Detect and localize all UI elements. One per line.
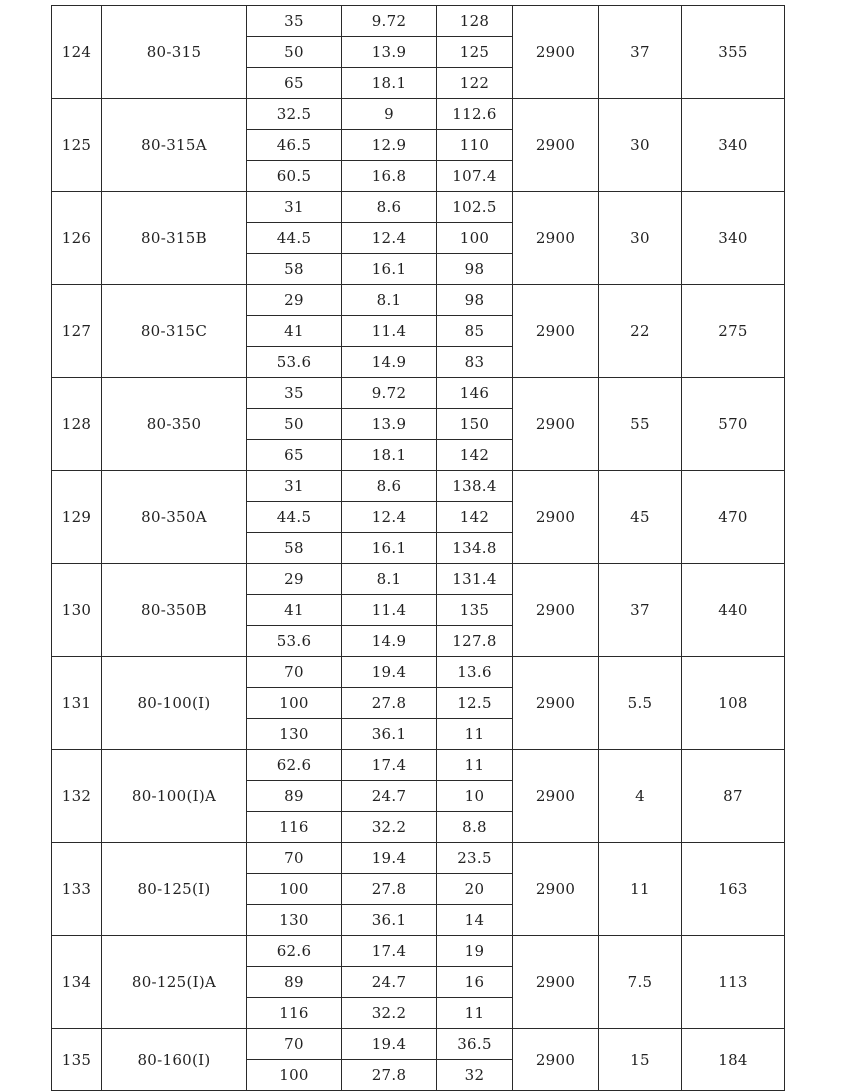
power-cell: 5.5 — [599, 657, 682, 750]
power-cell: 37 — [599, 6, 682, 99]
flow-ls-cell: 9 — [342, 99, 437, 130]
flow-m3h-cell: 116 — [247, 998, 342, 1029]
flow-ls-cell: 9.72 — [342, 6, 437, 37]
table-row — [52, 378, 785, 409]
table-row — [52, 657, 785, 688]
flow-m3h-cell: 35 — [247, 6, 342, 37]
head-cell: 83 — [437, 347, 513, 378]
flow-ls-cell: 8.6 — [342, 192, 437, 223]
flow-ls-cell: 12.4 — [342, 223, 437, 254]
head-cell: 150 — [437, 409, 513, 440]
serial-number-cell: 127 — [52, 285, 102, 378]
head-cell: 100 — [437, 223, 513, 254]
table-row — [52, 564, 785, 595]
flow-m3h-cell: 100 — [247, 688, 342, 719]
model-cell: 80-315 — [102, 6, 247, 99]
head-cell: 142 — [437, 502, 513, 533]
head-cell: 98 — [437, 285, 513, 316]
flow-ls-cell: 17.4 — [342, 750, 437, 781]
head-cell: 134.8 — [437, 533, 513, 564]
pump-spec-table — [51, 5, 785, 1091]
flow-m3h-cell: 70 — [247, 657, 342, 688]
flow-ls-cell: 13.9 — [342, 37, 437, 68]
weight-cell: 163 — [682, 843, 785, 936]
head-cell: 142 — [437, 440, 513, 471]
power-cell: 45 — [599, 471, 682, 564]
head-cell: 135 — [437, 595, 513, 626]
head-cell: 10 — [437, 781, 513, 812]
speed-cell: 2900 — [513, 378, 599, 471]
flow-ls-cell: 11.4 — [342, 595, 437, 626]
flow-m3h-cell: 130 — [247, 719, 342, 750]
weight-cell: 440 — [682, 564, 785, 657]
flow-ls-cell: 24.7 — [342, 781, 437, 812]
flow-ls-cell: 32.2 — [342, 812, 437, 843]
flow-m3h-cell: 31 — [247, 192, 342, 223]
flow-m3h-cell: 35 — [247, 378, 342, 409]
power-cell: 11 — [599, 843, 682, 936]
weight-cell: 184 — [682, 1029, 785, 1091]
model-cell: 80-125(I) — [102, 843, 247, 936]
power-cell: 15 — [599, 1029, 682, 1091]
weight-cell: 113 — [682, 936, 785, 1029]
flow-ls-cell: 24.7 — [342, 967, 437, 998]
flow-ls-cell: 18.1 — [342, 440, 437, 471]
head-cell: 146 — [437, 378, 513, 409]
model-cell: 80-125(I)A — [102, 936, 247, 1029]
table-row — [52, 6, 785, 37]
flow-ls-cell: 19.4 — [342, 1029, 437, 1060]
flow-ls-cell: 12.9 — [342, 130, 437, 161]
head-cell: 131.4 — [437, 564, 513, 595]
flow-ls-cell: 8.1 — [342, 564, 437, 595]
flow-ls-cell: 19.4 — [342, 843, 437, 874]
flow-m3h-cell: 53.6 — [247, 626, 342, 657]
table-row — [52, 99, 785, 130]
serial-number-cell: 135 — [52, 1029, 102, 1091]
flow-ls-cell: 17.4 — [342, 936, 437, 967]
speed-cell: 2900 — [513, 564, 599, 657]
table-row — [52, 1029, 785, 1060]
flow-ls-cell: 13.9 — [342, 409, 437, 440]
model-cell: 80-100(I) — [102, 657, 247, 750]
serial-number-cell: 130 — [52, 564, 102, 657]
flow-m3h-cell: 130 — [247, 905, 342, 936]
speed-cell: 2900 — [513, 471, 599, 564]
model-cell: 80-100(I)A — [102, 750, 247, 843]
flow-m3h-cell: 89 — [247, 781, 342, 812]
power-cell: 7.5 — [599, 936, 682, 1029]
flow-m3h-cell: 89 — [247, 967, 342, 998]
head-cell: 36.5 — [437, 1029, 513, 1060]
flow-ls-cell: 18.1 — [342, 68, 437, 99]
flow-ls-cell: 8.6 — [342, 471, 437, 502]
weight-cell: 570 — [682, 378, 785, 471]
flow-ls-cell: 27.8 — [342, 1060, 437, 1091]
weight-cell: 470 — [682, 471, 785, 564]
head-cell: 110 — [437, 130, 513, 161]
flow-m3h-cell: 41 — [247, 316, 342, 347]
head-cell: 98 — [437, 254, 513, 285]
power-cell: 55 — [599, 378, 682, 471]
model-cell: 80-315C — [102, 285, 247, 378]
flow-m3h-cell: 29 — [247, 564, 342, 595]
flow-m3h-cell: 58 — [247, 254, 342, 285]
table-row — [52, 192, 785, 223]
flow-ls-cell: 11.4 — [342, 316, 437, 347]
table-row — [52, 936, 785, 967]
speed-cell: 2900 — [513, 1029, 599, 1091]
flow-ls-cell: 14.9 — [342, 626, 437, 657]
flow-m3h-cell: 65 — [247, 68, 342, 99]
head-cell: 102.5 — [437, 192, 513, 223]
weight-cell: 340 — [682, 99, 785, 192]
speed-cell: 2900 — [513, 285, 599, 378]
head-cell: 85 — [437, 316, 513, 347]
speed-cell: 2900 — [513, 750, 599, 843]
flow-ls-cell: 12.4 — [342, 502, 437, 533]
flow-m3h-cell: 70 — [247, 1029, 342, 1060]
flow-m3h-cell: 50 — [247, 409, 342, 440]
power-cell: 22 — [599, 285, 682, 378]
flow-ls-cell: 36.1 — [342, 905, 437, 936]
model-cell: 80-315A — [102, 99, 247, 192]
serial-number-cell: 124 — [52, 6, 102, 99]
serial-number-cell: 133 — [52, 843, 102, 936]
serial-number-cell: 125 — [52, 99, 102, 192]
model-cell: 80-350 — [102, 378, 247, 471]
head-cell: 122 — [437, 68, 513, 99]
flow-m3h-cell: 70 — [247, 843, 342, 874]
speed-cell: 2900 — [513, 6, 599, 99]
flow-m3h-cell: 41 — [247, 595, 342, 626]
power-cell: 4 — [599, 750, 682, 843]
power-cell: 30 — [599, 99, 682, 192]
head-cell: 125 — [437, 37, 513, 68]
speed-cell: 2900 — [513, 936, 599, 1029]
power-cell: 37 — [599, 564, 682, 657]
head-cell: 14 — [437, 905, 513, 936]
flow-m3h-cell: 44.5 — [247, 502, 342, 533]
flow-m3h-cell: 100 — [247, 874, 342, 905]
weight-cell: 275 — [682, 285, 785, 378]
flow-ls-cell: 27.8 — [342, 874, 437, 905]
flow-m3h-cell: 53.6 — [247, 347, 342, 378]
head-cell: 32 — [437, 1060, 513, 1091]
flow-m3h-cell: 44.5 — [247, 223, 342, 254]
table-row — [52, 285, 785, 316]
table-row — [52, 843, 785, 874]
flow-m3h-cell: 32.5 — [247, 99, 342, 130]
flow-m3h-cell: 31 — [247, 471, 342, 502]
flow-m3h-cell: 62.6 — [247, 936, 342, 967]
table-row — [52, 750, 785, 781]
flow-m3h-cell: 100 — [247, 1060, 342, 1091]
speed-cell: 2900 — [513, 99, 599, 192]
table-body — [52, 6, 785, 1091]
head-cell: 8.8 — [437, 812, 513, 843]
head-cell: 20 — [437, 874, 513, 905]
head-cell: 127.8 — [437, 626, 513, 657]
flow-ls-cell: 9.72 — [342, 378, 437, 409]
serial-number-cell: 131 — [52, 657, 102, 750]
flow-ls-cell: 16.1 — [342, 254, 437, 285]
flow-ls-cell: 14.9 — [342, 347, 437, 378]
flow-ls-cell: 19.4 — [342, 657, 437, 688]
head-cell: 138.4 — [437, 471, 513, 502]
flow-ls-cell: 36.1 — [342, 719, 437, 750]
table-row — [52, 471, 785, 502]
flow-m3h-cell: 116 — [247, 812, 342, 843]
flow-m3h-cell: 50 — [247, 37, 342, 68]
head-cell: 11 — [437, 719, 513, 750]
weight-cell: 87 — [682, 750, 785, 843]
speed-cell: 2900 — [513, 843, 599, 936]
head-cell: 107.4 — [437, 161, 513, 192]
model-cell: 80-350A — [102, 471, 247, 564]
flow-m3h-cell: 58 — [247, 533, 342, 564]
speed-cell: 2900 — [513, 192, 599, 285]
model-cell: 80-315B — [102, 192, 247, 285]
serial-number-cell: 134 — [52, 936, 102, 1029]
flow-ls-cell: 16.1 — [342, 533, 437, 564]
serial-number-cell: 128 — [52, 378, 102, 471]
weight-cell: 355 — [682, 6, 785, 99]
head-cell: 16 — [437, 967, 513, 998]
head-cell: 19 — [437, 936, 513, 967]
flow-m3h-cell: 65 — [247, 440, 342, 471]
serial-number-cell: 132 — [52, 750, 102, 843]
flow-ls-cell: 8.1 — [342, 285, 437, 316]
head-cell: 128 — [437, 6, 513, 37]
model-cell: 80-160(I) — [102, 1029, 247, 1091]
head-cell: 11 — [437, 750, 513, 781]
flow-ls-cell: 16.8 — [342, 161, 437, 192]
head-cell: 23.5 — [437, 843, 513, 874]
flow-m3h-cell: 62.6 — [247, 750, 342, 781]
power-cell: 30 — [599, 192, 682, 285]
head-cell: 11 — [437, 998, 513, 1029]
weight-cell: 340 — [682, 192, 785, 285]
model-cell: 80-350B — [102, 564, 247, 657]
serial-number-cell: 126 — [52, 192, 102, 285]
head-cell: 12.5 — [437, 688, 513, 719]
serial-number-cell: 129 — [52, 471, 102, 564]
head-cell: 13.6 — [437, 657, 513, 688]
flow-ls-cell: 32.2 — [342, 998, 437, 1029]
speed-cell: 2900 — [513, 657, 599, 750]
weight-cell: 108 — [682, 657, 785, 750]
flow-ls-cell: 27.8 — [342, 688, 437, 719]
head-cell: 112.6 — [437, 99, 513, 130]
flow-m3h-cell: 46.5 — [247, 130, 342, 161]
flow-m3h-cell: 29 — [247, 285, 342, 316]
flow-m3h-cell: 60.5 — [247, 161, 342, 192]
